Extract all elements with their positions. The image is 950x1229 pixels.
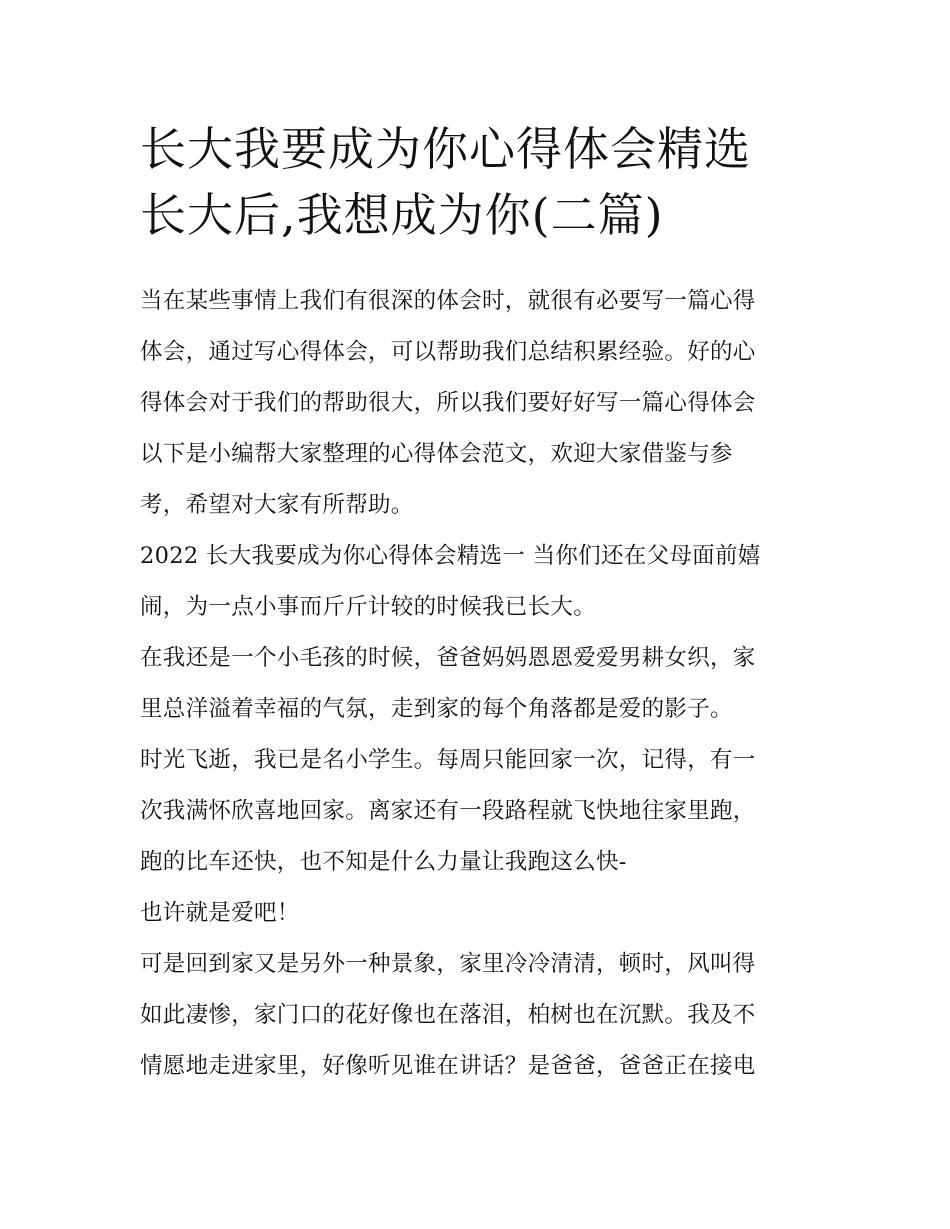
document-title <box>140 116 840 248</box>
title-line-1: 长大我要成为你心得体会精选 <box>140 122 751 176</box>
title-line-2: 长大后,我想成为你(二篇) <box>140 188 664 242</box>
body-line: 当在某些事情上我们有很深的体会时，就很有必要写一篇心得 <box>140 288 756 314</box>
body-line: 情愿地走进家里，好像听见谁在讲话？是爸爸，爸爸正在接电 <box>140 1053 756 1079</box>
body-line: 次我满怀欣喜地回家。离家还有一段路程就飞快地往家里跑， <box>140 798 756 824</box>
body-line: 闹，为一点小事而斤斤计较的时候我已长大。 <box>140 594 597 620</box>
body-line: 考，希望对大家有所帮助。 <box>140 492 414 518</box>
body-line: 里总洋溢着幸福的气氛，走到家的每个角落都是爱的影子。 <box>140 696 733 722</box>
body-line: 在我还是一个小毛孩的时候，爸爸妈妈恩恩爱爱男耕女织，家 <box>140 645 756 671</box>
body-line: 也许就是爱吧！ <box>140 900 300 926</box>
body-line: 得体会对于我们的帮助很大，所以我们要好好写一篇心得体会 <box>140 390 756 416</box>
document-body <box>140 282 815 1098</box>
body-line: 以下是小编帮大家整理的心得体会范文，欢迎大家借鉴与参 <box>140 441 733 467</box>
body-line: 如此凄惨，家门口的花好像也在落泪，柏树也在沉默。我及不 <box>140 1002 756 1028</box>
body-line: 2022 长大我要成为你心得体会精选一 当你们还在父母面前嬉 <box>140 543 761 569</box>
body-line: 体会，通过写心得体会，可以帮助我们总结积累经验。好的心 <box>140 339 756 365</box>
body-line: 时光飞逝，我已是名小学生。每周只能回家一次，记得，有一 <box>140 747 756 773</box>
body-line: 可是回到家又是另外一种景象，家里冷冷清清，顿时，风叫得 <box>140 951 756 977</box>
body-line: 跑的比车还快，也不知是什么力量让我跑这么快- <box>140 849 627 875</box>
